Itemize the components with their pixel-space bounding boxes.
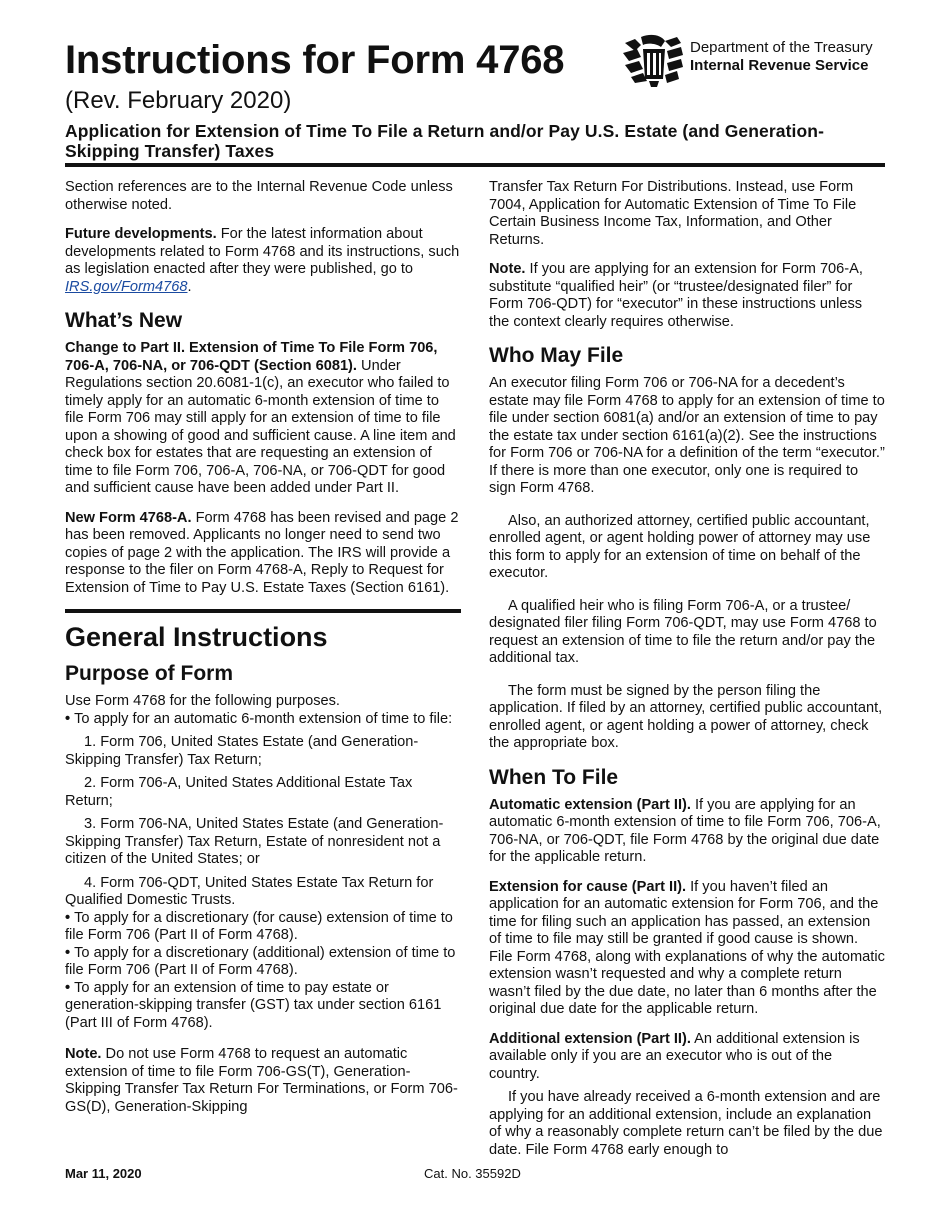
note-text: Do not use Form 4768 to request an automatic extension of time to file Form 706-GS(T), Generation-Skipping Transfer Tax Return For Terminations, or Form 706-GS(D), Generation-Skipping xyxy=(65,1046,458,1115)
revision-date: (Rev. February 2020) xyxy=(65,87,292,114)
list-item xyxy=(65,711,461,729)
list-item: 3. Form 706-NA, United States Estate (and Generation-Skipping Transfer) Tax Return, Estate of nonresident not a citizen of the United States; or xyxy=(65,816,444,867)
additional-extension-paragraph xyxy=(489,1031,885,1084)
note-lead: Note. xyxy=(65,1046,102,1062)
new-form-text: Form 4768 has been revised and page 2 has been removed. Applicants no longer need to send two copies of page 2 with the application. The IRS will provide a response to the filer on Form 4768-A, Reply to Request for Extension of Time to Pay U.S. Estate Taxes (Section 6161). xyxy=(65,509,459,596)
who-may-file-heading: Who May File xyxy=(489,344,624,367)
list-item-text: To apply for an automatic 6-month extension of time to file: xyxy=(74,710,453,727)
additional-extension-lead: Additional extension (Part II). xyxy=(489,1030,691,1047)
general-instructions-heading: General Instructions xyxy=(65,622,328,652)
purpose-heading: Purpose of Form xyxy=(65,662,234,685)
who-paragraph-4: The form must be signed by the person filing the application. If filed by an attorney, certified public accountant, enrolled agent, or agent holding a power of attorney, check the appropriate box. xyxy=(489,682,883,751)
list-item xyxy=(65,980,461,1033)
whats-new-heading: What’s New xyxy=(65,309,183,332)
list-item: 1. Form 706, United States Estate (and Generation-Skipping Transfer) Tax Return; xyxy=(65,734,419,768)
note-text-right: If you are applying for an extension for Form 706-A, substitute “qualified heir” (or “trustee/designated filer” for Form 706-QDT) for “executor” in these instructions unless the context clearly requires otherwise. xyxy=(489,261,863,330)
list-item: 4. Form 706-QDT, United States Estate Tax Return for Qualified Domestic Trusts. xyxy=(65,874,434,908)
purpose-intro: Use Form 4768 for the following purposes. xyxy=(65,693,340,709)
list-item-text: To apply for a discretionary (for cause) extension of time to file Form 706 (Part II of Form 4768). xyxy=(65,909,453,943)
agency-line-1: Department of the Treasury xyxy=(690,39,873,56)
note-lead-right: Note. xyxy=(489,261,526,277)
note-paragraph-right xyxy=(489,261,885,331)
automatic-extension-text: If you are applying for an automatic 6-month extension of time to file Form 706, 706-A, 706-NA, or 706-QDT, file Form 4768 by the original due date for the applicable return. xyxy=(489,796,881,865)
left-column xyxy=(65,179,461,1128)
additional-extension-text: An additional extension is available only if you are an executor who is out of the country. xyxy=(489,1030,860,1082)
new-form-lead: New Form 4768-A. xyxy=(65,509,192,526)
future-developments-lead: Future developments. xyxy=(65,226,217,242)
automatic-extension-lead: Automatic extension (Part II). xyxy=(489,796,691,813)
change-lead: Change to Part II. Extension of Time To File Form 706, 706-A, 706-NA, or 706-QDT (Section 6081). xyxy=(65,340,438,374)
cause-extension-paragraph xyxy=(489,879,885,1019)
bullet-icon: • xyxy=(65,944,71,961)
when-to-file-heading: When To File xyxy=(489,765,619,789)
section-divider xyxy=(65,609,461,613)
automatic-extension-paragraph xyxy=(489,797,885,867)
future-developments-text: For the latest information about developments related to Form 4768 and its instructions, such as legislation enacted after they were published, go to xyxy=(65,226,460,277)
bullet-icon: • xyxy=(65,710,71,727)
right-column xyxy=(489,179,885,1171)
additional-extension-paragraph-2: If you have already received a 6-month extension and are applying for an additional extension, include an explanation of why a reasonably complete return can’t be filed by the due date. File Form 4768 early enough to xyxy=(489,1089,883,1158)
document-title: Instructions for Form 4768 xyxy=(65,38,565,82)
agency-line-2: Internal Revenue Service xyxy=(690,57,869,74)
list-item-text: To apply for an extension of time to pay estate or generation-skipping transfer (GST) tax under section 6161 (Part III of Form 4768). xyxy=(65,979,442,1031)
irs-form-link[interactable]: IRS.gov/Form4768 xyxy=(65,278,188,295)
bullet-icon: • xyxy=(65,979,71,996)
intro-paragraph: Section references are to the Internal Revenue Code unless otherwise noted. xyxy=(65,179,453,213)
note-paragraph xyxy=(65,1046,461,1116)
who-paragraph-3: A qualified heir who is filing Form 706-A, or a trustee/ designated filer filing Form 706-QDT, may use Form 4768 to request an extension of time to file the return and/or pay the additional tax. xyxy=(489,597,877,666)
document-subtitle: Application for Extension of Time To File a Return and/or Pay U.S. Estate (and Generation-Skipping Transfer) Taxes xyxy=(65,121,825,161)
future-developments-end: . xyxy=(187,278,192,295)
change-paragraph xyxy=(65,340,461,498)
agency-name xyxy=(690,39,873,75)
list-item-text: To apply for a discretionary (additional) extension of time to file Form 706 (Part II of Form 4768). xyxy=(65,944,456,978)
list-item: 2. Form 706-A, United States Additional Estate Tax Return; xyxy=(65,775,413,809)
who-paragraph-2: Also, an authorized attorney, certified public accountant, enrolled agent, or agent holding power of attorney may use this form to apply for an extension of time on behalf of the executor. xyxy=(489,512,871,581)
irs-eagle-logo-icon xyxy=(621,33,685,87)
list-item xyxy=(65,945,461,980)
catalog-number: Cat. No. 35592D xyxy=(424,1166,521,1181)
footer-date: Mar 11, 2020 xyxy=(65,1166,142,1181)
header-divider xyxy=(65,163,885,167)
bullet-icon: • xyxy=(65,909,71,926)
list-item xyxy=(65,910,461,945)
cause-extension-text: If you haven’t filed an application for an automatic extension for Form 706, and the time for filing such an application has passed, an extension of time to file may still be granted if good cause is shown. File Form 4768, along with explanations of why the automatic extension wasn’t requested and why a complete return wasn’t filed by the due date, no later than 6 months after the original due date for the applicable return. xyxy=(489,878,885,1017)
continued-paragraph: Transfer Tax Return For Distributions. Instead, use Form 7004, Application for Automatic Extension of Time To File Certain Business Income Tax, Information, and Other Returns. xyxy=(489,179,857,248)
change-text: Under Regulations section 20.6081-1(c), an executor who failed to timely apply for an automatic 6-month extension of time to file Form 706 may still apply for an extension of time to file upon a showing of good and sufficient cause. A line item and check box for estates that are requesting an extension of time to file Form 706, 706-A, 706-NA, or 706-QDT for good and sufficient cause have been added under Part II. xyxy=(65,357,456,496)
who-paragraph-1: An executor filing Form 706 or 706-NA for a decedent’s estate may file Form 4768 to apply for an extension of time to file under section 6081(a) and/or an extension of time to pay the estate tax under section 6161(a)(2). See the instructions for Form 706 or 706-NA for a definition of the term “executor.” If there is more than one executor, only one is required to sign Form 4768. xyxy=(489,375,885,496)
cause-extension-lead: Extension for cause (Part II). xyxy=(489,878,687,895)
future-developments-paragraph xyxy=(65,226,461,296)
new-form-paragraph xyxy=(65,510,461,598)
